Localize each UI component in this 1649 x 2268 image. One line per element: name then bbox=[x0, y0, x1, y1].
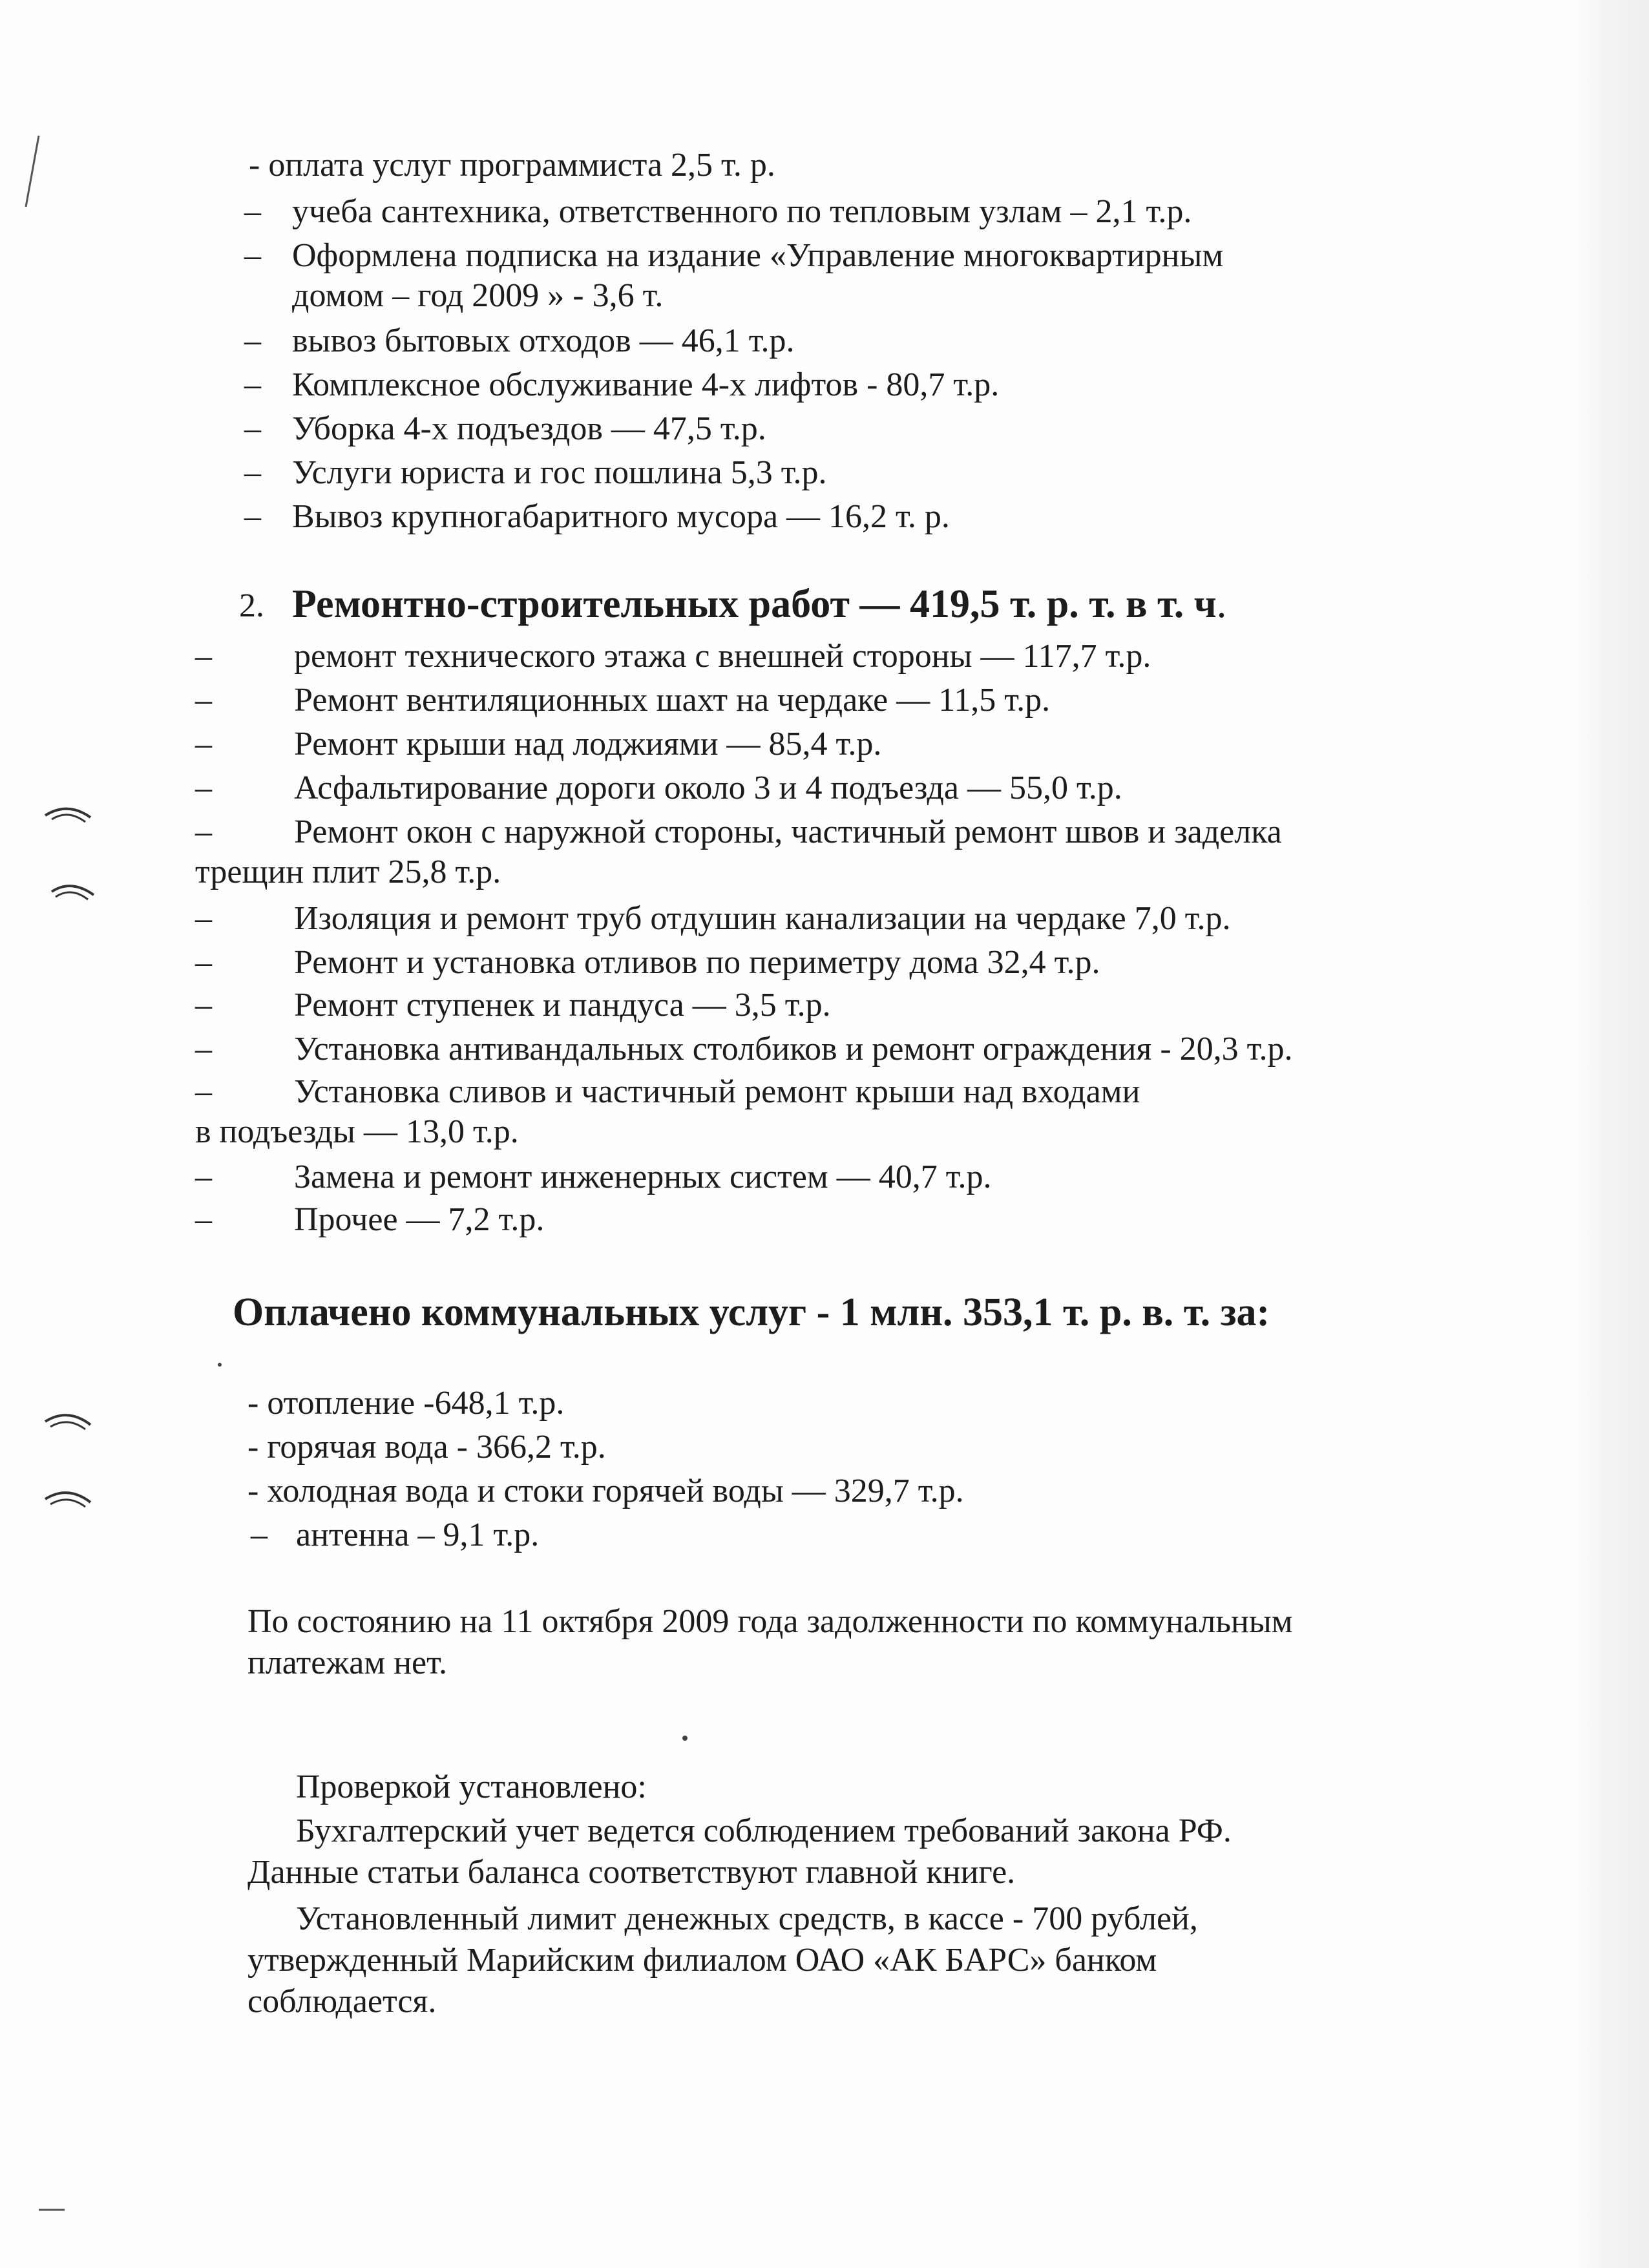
service-line-subscription-cont: домом – год 2009 » - 3,6 т. bbox=[292, 277, 664, 314]
repair-line-technical-floor: ремонт технического этажа с внешней стороны — 117,7 т.р. bbox=[294, 638, 1151, 675]
list-dash: – bbox=[195, 726, 212, 762]
repair-line-gutters-cont: в подъезды — 13,0 т.р. bbox=[195, 1113, 519, 1150]
list-dash: – bbox=[195, 987, 212, 1024]
list-dash: – bbox=[195, 1073, 212, 1110]
repair-line-drip-edges: Ремонт и установка отливов по периметру дома 32,4 т.р. bbox=[294, 944, 1100, 981]
repair-line-ventilation: Ремонт вентиляционных шахт на чердаке — 11,5 т.р. bbox=[294, 682, 1051, 719]
utility-line-heating: - отопление -648,1 т.р. bbox=[247, 1385, 565, 1422]
list-dash: – bbox=[195, 638, 212, 675]
list-dash: – bbox=[195, 1159, 212, 1195]
repair-line-gutters: Установка сливов и частичный ремонт крыши над входами bbox=[294, 1073, 1140, 1110]
section-heading-repairs-text: Ремонтно-строительных работ — 419,5 т. р. т. в т. ч bbox=[292, 582, 1217, 626]
service-line-lawyer: Услуги юриста и гос пошлина 5,3 т.р. bbox=[292, 454, 827, 491]
scan-stroke-mark bbox=[26, 136, 39, 207]
debt-note-line-2: платежам нет. bbox=[247, 1644, 447, 1681]
list-dash: – bbox=[195, 944, 212, 981]
findings-line-2: Данные статьи баланса соответствуют главной книге. bbox=[247, 1854, 1016, 1891]
punch-hole-mark bbox=[45, 1415, 90, 1425]
list-dash: – bbox=[195, 682, 212, 719]
list-dash: – bbox=[251, 1517, 268, 1553]
list-dash: – bbox=[244, 454, 261, 491]
punch-hole-mark bbox=[56, 892, 88, 899]
repair-line-asphalt: Асфальтирование дороги около 3 и 4 подъезда — 55,0 т.р. bbox=[294, 770, 1122, 806]
utility-line-antenna: антенна – 9,1 т.р. bbox=[296, 1517, 540, 1553]
findings-line-3: Установленный лимит денежных средств, в кассе - 700 рублей, bbox=[296, 1900, 1198, 1937]
utility-line-hot-water: - горячая вода - 366,2 т.р. bbox=[247, 1429, 606, 1465]
list-dash: – bbox=[195, 1201, 212, 1238]
service-line-waste: вывоз бытовых отходов — 46,1 т.р. bbox=[292, 322, 795, 359]
list-dash: – bbox=[244, 366, 261, 403]
section-heading-repairs-tail: . bbox=[1216, 582, 1227, 626]
repair-line-steps-ramp: Ремонт ступенек и пандуса — 3,5 т.р. bbox=[294, 987, 831, 1024]
debt-note-line-1: По состоянию на 11 октября 2009 года задолженности по коммунальным bbox=[247, 1603, 1293, 1640]
scan-dot bbox=[218, 1363, 222, 1367]
list-dash: – bbox=[244, 322, 261, 359]
punch-hole-mark bbox=[50, 1500, 85, 1507]
findings-title: Проверкой установлено: bbox=[296, 1769, 647, 1805]
service-line-bulky-waste: Вывоз крупногабаритного мусора — 16,2 т. р. bbox=[292, 498, 950, 535]
repair-line-other: Прочее — 7,2 т.р. bbox=[294, 1201, 545, 1238]
punch-hole-mark bbox=[45, 809, 90, 817]
list-dash: – bbox=[244, 410, 261, 447]
repair-line-posts-fence: Установка антивандальных столбиков и ремонт ограждения - 20,3 т.р. bbox=[294, 1031, 1293, 1067]
utility-line-cold-water: - холодная вода и стоки горячей воды — 329,7 т.р. bbox=[247, 1473, 964, 1509]
punch-hole-mark bbox=[45, 1493, 90, 1502]
repair-line-pipe-insulation: Изоляция и ремонт труб отдушин канализации на чердаке 7,0 т.р. bbox=[294, 900, 1231, 937]
punch-hole-mark bbox=[52, 815, 85, 822]
findings-line-4: утвержденный Марийским филиалом ОАО «АК БАРС» банком bbox=[247, 1942, 1157, 1979]
service-line-cleaning: Уборка 4-х подъездов — 47,5 т.р. bbox=[292, 410, 766, 447]
repair-line-windows-cont: трещин плит 25,8 т.р. bbox=[195, 854, 501, 890]
repair-line-engineering: Замена и ремонт инженерных систем — 40,7 т.р. bbox=[294, 1159, 992, 1195]
service-line-elevators: Комплексное обслуживание 4-х лифтов - 80,7 т.р. bbox=[292, 366, 1000, 403]
section-heading-utilities: Оплачено коммунальных услуг - 1 млн. 353,1 т. р. в. т. за: bbox=[233, 1290, 1270, 1334]
punch-hole-mark bbox=[52, 886, 94, 895]
punch-hole-mark bbox=[50, 1422, 85, 1429]
service-line-programmer: - оплата услуг программиста 2,5 т. р. bbox=[249, 147, 775, 184]
repair-line-roof-loggias: Ремонт крыши над лоджиями — 85,4 т.р. bbox=[294, 726, 882, 762]
section-number: 2. bbox=[239, 587, 264, 624]
list-dash: – bbox=[244, 498, 261, 535]
findings-line-1: Бухгалтерский учет ведется соблюдением требований закона РФ. bbox=[296, 1812, 1232, 1849]
scan-dot bbox=[682, 1736, 688, 1741]
list-dash: – bbox=[195, 814, 212, 850]
findings-line-5: соблюдается. bbox=[247, 1983, 437, 2020]
list-dash: – bbox=[195, 900, 212, 937]
list-dash: – bbox=[195, 770, 212, 806]
service-line-plumber-training: учеба сантехника, ответственного по тепловым узлам – 2,1 т.р. bbox=[292, 193, 1192, 230]
list-dash: – bbox=[195, 1031, 212, 1067]
list-dash: – bbox=[244, 193, 261, 230]
list-dash: – bbox=[244, 237, 261, 274]
repair-line-windows: Ремонт окон с наружной стороны, частичный ремонт швов и заделка bbox=[294, 814, 1282, 850]
service-line-subscription: Оформлена подписка на издание «Управление многоквартирным bbox=[292, 237, 1224, 274]
